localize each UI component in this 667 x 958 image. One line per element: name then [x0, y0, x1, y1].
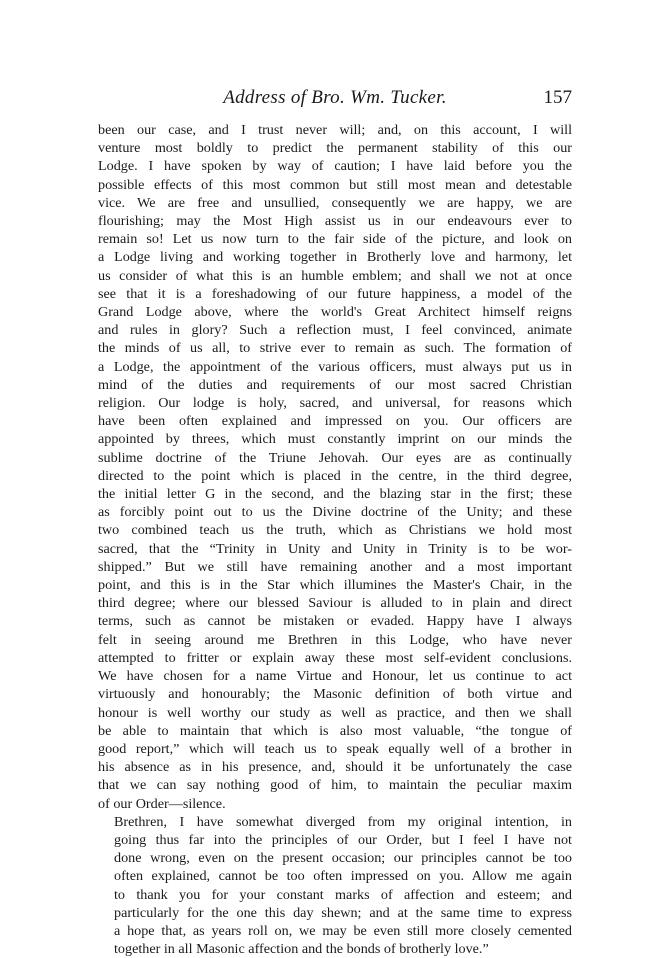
text-line: point, and this is in the Star which illumines the Master's Chair, in the: [98, 577, 572, 594]
text-line: sublime doctrine of the Triune Jehovah. Our eyes are as continually: [98, 449, 572, 466]
text-line: done wrong, even on the present occasion; our principles cannot be too: [114, 850, 572, 867]
text-line: possible effects of this most common but still most mean and detestable: [98, 176, 572, 193]
text-line: a Lodge living and working together in Brotherly love and harmony, let: [98, 249, 572, 266]
text-line: been our case, and I trust never will; and, on this account, I will: [98, 122, 572, 138]
text-line: felt in seeing around me Brethren in this Lodge, who have never: [98, 631, 572, 648]
paragraph: [98, 813, 572, 958]
text-line: vice. We are free and unsullied, consequently we are happy, we are: [98, 194, 572, 211]
text-line: Lodge. I have spoken by way of caution; I have laid before you the: [98, 158, 572, 175]
text-line: shipped.” But we still have remaining another and a most important: [98, 558, 572, 575]
text-line: and rules in glory? Such a reflection must, I feel convinced, animate: [98, 322, 572, 339]
text-line: Grand Lodge above, where the world's Great Architect himself reigns: [98, 304, 572, 321]
page-number: 157: [543, 87, 572, 108]
body-text: [98, 121, 572, 958]
text-line: of our Order—silence.: [98, 795, 226, 812]
running-title: Address of Bro. Wm. Tucker.: [223, 87, 447, 108]
text-line: attempted to fritter or explain away these most self-evident conclusions.: [98, 649, 572, 666]
text-line: often explained, cannot be too often impressed on you. Allow me again: [114, 868, 572, 885]
text-line: a Lodge, the appointment of the various officers, must always put us in: [98, 358, 572, 375]
text-line: virtuously and honourably; the Masonic definition of both virtue and: [98, 686, 572, 703]
text-line: directed to the point which is placed in the centre, in the third degree,: [98, 467, 572, 484]
text-line: particularly for the one this day shewn; and at the same time to express: [114, 904, 572, 921]
text-line: Brethren, I have somewhat diverged from my original intention, in: [114, 813, 572, 830]
text-line: see that it is a foreshadowing of our future happiness, a model of the: [98, 285, 572, 302]
paragraph: [98, 121, 572, 813]
text-line: religion. Our lodge is holy, sacred, and universal, for reasons which: [98, 395, 572, 412]
text-line: be able to maintain that which is also most valuable, “the tongue of: [98, 722, 572, 739]
text-line: two combined teach us the truth, which as Christians we hold most: [98, 522, 572, 539]
text-line: the minds of us all, to strive ever to remain as such. The formation of: [98, 340, 572, 357]
text-line: that we can say nothing good of him, to maintain the peculiar maxim: [98, 777, 572, 794]
text-line: as forcibly point out to us the Divine doctrine of the Unity; and these: [98, 504, 572, 521]
text-line: have been often explained and impressed on you. Our officers are: [98, 413, 572, 430]
text-line: remain so! Let us now turn to the fair side of the picture, and look on: [98, 231, 572, 248]
text-line: We have chosen for a name Virtue and Honour, let us continue to act: [98, 668, 572, 685]
text-line: appointed by threes, which must constantly imprint on our minds the: [98, 431, 572, 448]
page-header: [98, 87, 572, 113]
text-line: sacred, that the “Trinity in Unity and Unity in Trinity is to be wor-: [98, 540, 572, 557]
text-line: together in all Masonic affection and the bonds of brotherly love.”: [114, 941, 489, 958]
text-line: a hope that, as years roll on, we may be even still more closely cemented: [114, 922, 572, 939]
text-line: going thus far into the principles of our Order, but I feel I have not: [114, 831, 572, 848]
text-line: to thank you for your constant marks of affection and esteem; and: [114, 886, 572, 903]
text-line: flourishing; may the Most High assist us in our endeavours ever to: [98, 213, 572, 230]
text-line: honour is well worthy our study as well as practice, and then we shall: [98, 704, 572, 721]
text-line: good report,” which will teach us to speak equally well of a brother in: [98, 740, 572, 757]
text-line: us consider of what this is an humble emblem; and shall we not at once: [98, 267, 572, 284]
text-line: terms, such as cannot be mistaken or evaded. Happy have I always: [98, 613, 572, 630]
text-line: the initial letter G in the second, and the blazing star in the first; these: [98, 486, 572, 503]
text-line: mind of the duties and requirements of our most sacred Christian: [98, 376, 572, 393]
text-line: venture most boldly to predict the permanent stability of this our: [98, 140, 572, 157]
text-line: third degree; where our blessed Saviour is alluded to in plain and direct: [98, 595, 572, 612]
text-line: his absence as in his presence, and, should it be unfortunately the case: [98, 759, 572, 776]
